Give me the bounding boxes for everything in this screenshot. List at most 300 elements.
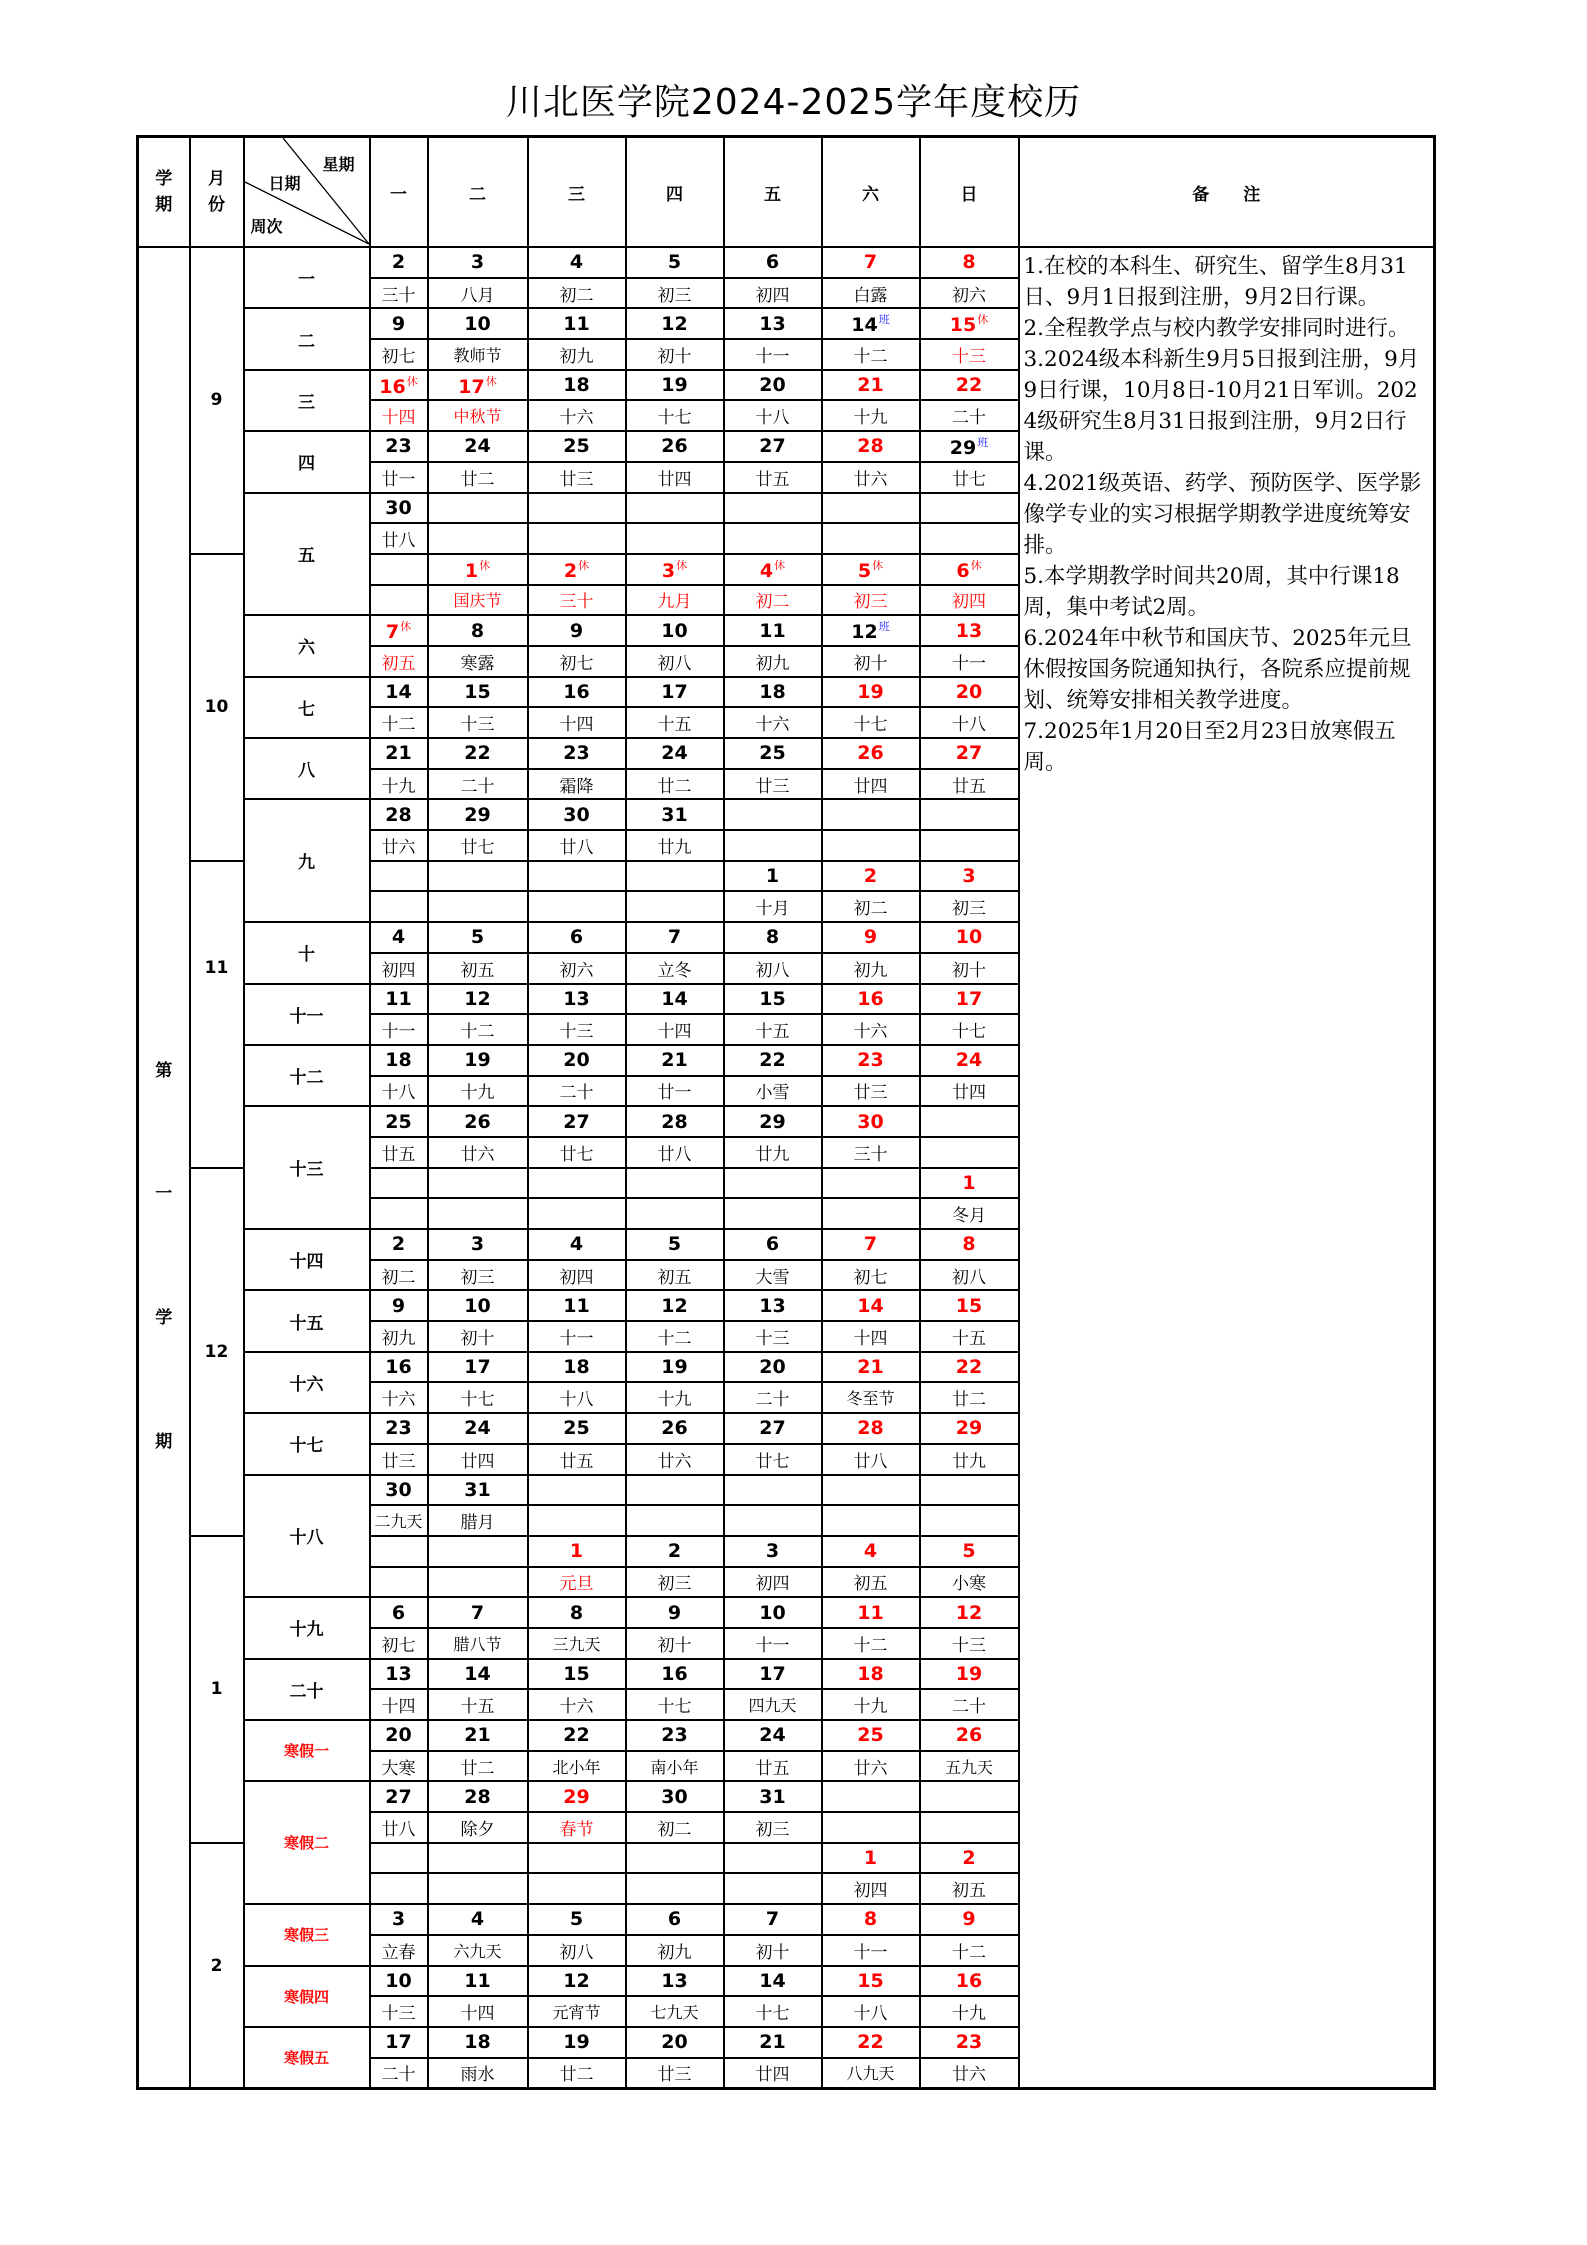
day-number-cell: [920, 1966, 1019, 1997]
day-number-cell: [528, 1168, 626, 1199]
day-number: 1: [464, 559, 479, 582]
day-number-cell: [920, 861, 1019, 892]
day-number: 16: [563, 680, 590, 703]
day-number-cell: [822, 861, 920, 892]
week-label: 五: [244, 493, 370, 616]
day-number-cell: [370, 2027, 428, 2058]
day-number-cell: [724, 1536, 822, 1567]
lunar-date-cell: 十八: [370, 1076, 428, 1107]
day-number: 7: [863, 251, 878, 274]
day-number: 10: [661, 619, 688, 642]
day-number: 22: [857, 2031, 884, 2054]
day-number: 18: [857, 1662, 884, 1685]
lunar-date-cell: 冬至节: [822, 1382, 920, 1413]
day-number-cell: [626, 799, 724, 830]
day-number-cell: [370, 1045, 428, 1076]
day-number-cell: [428, 370, 528, 401]
day-number: 28: [464, 1785, 491, 1808]
week-label: 十七: [244, 1413, 370, 1474]
day-number-cell: [528, 308, 626, 339]
day-number-cell: [626, 1904, 724, 1935]
day-number-cell: [626, 922, 724, 953]
day-number-cell: [528, 677, 626, 708]
day-number: 13: [759, 312, 786, 335]
day-number-cell: [528, 1720, 626, 1751]
day-number-cell: [724, 493, 822, 524]
day-number-cell: [626, 861, 724, 892]
day-number: 20: [563, 1049, 590, 1072]
day-number-cell: [428, 493, 528, 524]
day-number-cell: [428, 615, 528, 646]
month-header-text: 月 份: [208, 169, 225, 215]
day-number: 4: [569, 1233, 584, 1256]
day-number-cell: [822, 1352, 920, 1383]
day-number: 11: [857, 1601, 884, 1624]
lunar-date-cell: 三十: [370, 278, 428, 309]
semester-cell: [138, 247, 190, 2089]
day-number-cell: [920, 493, 1019, 524]
day-number: 22: [955, 374, 983, 397]
day-number-cell: [724, 1966, 822, 1997]
day-number-cell: [428, 677, 528, 708]
weekday-header-mon: 一: [370, 137, 428, 248]
day-number-cell: [724, 1352, 822, 1383]
week-label: 六: [244, 615, 370, 676]
day-number-cell: [724, 431, 822, 462]
lunar-date-cell: 三十: [822, 1137, 920, 1168]
day-number: 6: [765, 251, 780, 274]
day-number-cell: [626, 2027, 724, 2058]
day-number: 21: [464, 1724, 491, 1747]
lunar-date-cell: 立冬: [626, 953, 724, 984]
lunar-date-cell: 廿三: [528, 462, 626, 493]
lunar-date-cell: [724, 1873, 822, 1904]
day-number: 15: [955, 1294, 983, 1317]
semester-label-char: 学: [155, 1308, 173, 1328]
day-number-cell: [822, 1904, 920, 1935]
day-number: 13: [759, 1294, 786, 1317]
day-number-cell: [428, 1720, 528, 1751]
lunar-date-cell: 初四: [822, 1873, 920, 1904]
day-number: 26: [955, 1724, 983, 1747]
day-number: 6: [391, 1601, 406, 1624]
day-number: 9: [391, 312, 406, 335]
day-number-cell: [822, 2027, 920, 2058]
lunar-date-cell: 廿二: [626, 769, 724, 800]
holiday-rest-tag: 休: [977, 313, 989, 327]
weekday-header-fri: 五: [724, 137, 822, 248]
lunar-date-cell: 初三: [626, 278, 724, 309]
lunar-date-cell: 十五: [428, 1689, 528, 1720]
day-number: 2: [962, 1847, 976, 1870]
lunar-date-cell: 廿六: [822, 1751, 920, 1782]
day-number-cell: [822, 1045, 920, 1076]
lunar-date-cell: 十一: [528, 1321, 626, 1352]
day-number: 4: [470, 1908, 485, 1931]
lunar-date-cell: 十九: [428, 1076, 528, 1107]
day-number-cell: [370, 308, 428, 339]
holiday-rest-tag: 休: [479, 558, 491, 572]
day-number-cell: [428, 1413, 528, 1444]
day-number-cell: [920, 1597, 1019, 1628]
day-number-cell: [724, 1475, 822, 1506]
day-number-cell: [428, 984, 528, 1015]
day-number-cell: [920, 1106, 1019, 1137]
day-number: 11: [759, 619, 786, 642]
week-label: 十九: [244, 1597, 370, 1658]
lunar-date-cell: [626, 1198, 724, 1229]
day-number: 4: [759, 559, 774, 582]
week-label: 寒假五: [244, 2027, 370, 2089]
day-number-cell: [920, 247, 1019, 278]
day-number: 9: [391, 1294, 406, 1317]
semester-label-char: 期: [155, 1432, 173, 1452]
day-number: 14: [851, 314, 878, 337]
lunar-date-cell: 初九: [528, 339, 626, 370]
day-number: 6: [765, 1233, 780, 1256]
day-number-cell: [428, 554, 528, 585]
lunar-date-cell: [822, 830, 920, 861]
lunar-date-cell: 初九: [626, 1935, 724, 1966]
day-number: 27: [759, 435, 786, 458]
day-number-cell: [428, 1966, 528, 1997]
month-cell: 12: [190, 1168, 244, 1536]
lunar-date-cell: 十月: [724, 891, 822, 922]
day-number: 20: [759, 1356, 786, 1379]
day-number-cell: [626, 1290, 724, 1321]
day-number: 16: [385, 1356, 412, 1379]
lunar-date-cell: [428, 1567, 528, 1598]
lunar-date-cell: 南小年: [626, 1751, 724, 1782]
lunar-date-cell: [626, 1873, 724, 1904]
lunar-date-cell: [370, 1567, 428, 1598]
lunar-date-cell: 十三: [920, 339, 1019, 370]
day-number-cell: [724, 922, 822, 953]
lunar-date-cell: [724, 1198, 822, 1229]
weekday-axis-label: 星期: [322, 155, 355, 174]
lunar-date-cell: 中秋节: [428, 400, 528, 431]
lunar-date-cell: 初二: [626, 1812, 724, 1843]
day-number: 19: [955, 1662, 983, 1685]
lunar-date-cell: 廿七: [724, 1444, 822, 1475]
lunar-date-cell: 二十: [920, 1689, 1019, 1720]
lunar-date-cell: 十八: [528, 1382, 626, 1413]
lunar-date-cell: 初三: [920, 891, 1019, 922]
day-number-cell: [626, 1413, 724, 1444]
lunar-date-cell: 十二: [370, 707, 428, 738]
lunar-date-cell: 廿五: [724, 462, 822, 493]
day-number-cell: [920, 677, 1019, 708]
lunar-date-cell: [370, 585, 428, 616]
day-number-cell: [528, 1597, 626, 1628]
day-number-cell: [724, 1413, 822, 1444]
day-number: 10: [385, 1969, 412, 1992]
day-number: 14: [857, 1294, 884, 1317]
day-number-cell: [528, 1045, 626, 1076]
lunar-date-cell: [370, 891, 428, 922]
day-number: 15: [464, 680, 491, 703]
month-cell: 10: [190, 554, 244, 861]
day-number-cell: [724, 1781, 822, 1812]
day-number: 9: [667, 1601, 682, 1624]
lunar-date-cell: 十五: [724, 1014, 822, 1045]
lunar-date-cell: 初十: [428, 1321, 528, 1352]
day-number: 5: [857, 559, 872, 582]
day-number-cell: [528, 861, 626, 892]
day-number-cell: [528, 1352, 626, 1383]
week-label: 三: [244, 370, 370, 431]
day-number-cell: [626, 1966, 724, 1997]
day-number-cell: [528, 922, 626, 953]
day-number-cell: [626, 1781, 724, 1812]
lunar-date-cell: 三九天: [528, 1628, 626, 1659]
semester-header: [138, 137, 190, 248]
day-number: 14: [661, 987, 688, 1010]
day-number-cell: [822, 1106, 920, 1137]
lunar-date-cell: 元宵节: [528, 1996, 626, 2027]
lunar-date-cell: [626, 1505, 724, 1536]
lunar-date-cell: 二九天: [370, 1505, 428, 1536]
lunar-date-cell: 小寒: [920, 1567, 1019, 1598]
day-number-cell: [626, 493, 724, 524]
day-number: 15: [563, 1662, 590, 1685]
lunar-date-cell: 除夕: [428, 1812, 528, 1843]
lunar-date-cell: 初三: [822, 585, 920, 616]
lunar-date-cell: 十一: [822, 1935, 920, 1966]
day-number-cell: [528, 1966, 626, 1997]
day-number: 3: [470, 251, 485, 274]
day-number: 28: [385, 803, 412, 826]
day-number: 14: [464, 1662, 491, 1685]
lunar-date-cell: 十三: [724, 1321, 822, 1352]
day-number: 26: [857, 742, 884, 765]
day-number-cell: [626, 1475, 724, 1506]
lunar-date-cell: [822, 1198, 920, 1229]
lunar-date-cell: 廿二: [428, 1751, 528, 1782]
day-number-cell: [370, 1475, 428, 1506]
semester-label-char: 第: [155, 1061, 173, 1081]
day-number: 6: [569, 926, 584, 949]
lunar-date-cell: [626, 523, 724, 554]
holiday-rest-tag: 休: [872, 558, 884, 572]
day-number: 30: [857, 1110, 884, 1133]
week-label: 四: [244, 431, 370, 492]
lunar-date-cell: 腊月: [428, 1505, 528, 1536]
day-number: 26: [661, 1417, 688, 1440]
day-number-cell: [724, 984, 822, 1015]
day-number: 17: [955, 987, 983, 1010]
day-number: 30: [661, 1785, 688, 1808]
diagonal-header: [244, 137, 370, 248]
lunar-date-cell: 初十: [920, 953, 1019, 984]
note-item: 1.在校的本科生、研究生、留学生8月31日、9月1日报到注册，9月2日行课。: [1023, 254, 1408, 310]
day-number-cell: [370, 1659, 428, 1690]
day-number: 24: [955, 1049, 983, 1072]
day-number: 5: [667, 251, 682, 274]
day-number: 17: [464, 1356, 491, 1379]
week-label: 寒假四: [244, 1966, 370, 2027]
day-number: 13: [955, 619, 983, 642]
day-number: 5: [962, 1540, 976, 1563]
lunar-date-cell: [920, 1137, 1019, 1168]
lunar-date-cell: 十六: [528, 1689, 626, 1720]
day-number-cell: [626, 431, 724, 462]
day-number-cell: [724, 1904, 822, 1935]
day-number-cell: [370, 1290, 428, 1321]
day-number: 2: [667, 1540, 682, 1563]
day-number: 23: [385, 435, 412, 458]
day-number-cell: [822, 370, 920, 401]
lunar-date-cell: 十八: [920, 707, 1019, 738]
day-number-cell: [370, 1904, 428, 1935]
lunar-date-cell: 廿四: [920, 1076, 1019, 1107]
day-number: 27: [385, 1785, 412, 1808]
day-number: 17: [661, 680, 688, 703]
lunar-date-cell: 初九: [822, 953, 920, 984]
day-number-cell: [370, 1168, 428, 1199]
day-number: 8: [569, 1601, 584, 1624]
notes-cell: [1019, 247, 1435, 2089]
day-number-cell: [920, 2027, 1019, 2058]
day-number-cell: [428, 1352, 528, 1383]
lunar-date-cell: 初四: [528, 1260, 626, 1291]
day-number: 8: [863, 1908, 878, 1931]
day-number-cell: [626, 308, 724, 339]
day-number: 24: [759, 1724, 786, 1747]
day-number: 23: [955, 2031, 983, 2054]
lunar-date-cell: 廿八: [822, 1444, 920, 1475]
lunar-date-cell: 廿七: [528, 1137, 626, 1168]
notes-list: [1020, 248, 1434, 778]
week-label: 九: [244, 799, 370, 922]
day-number: 13: [661, 1969, 688, 1992]
day-number: 20: [661, 2031, 688, 2054]
lunar-date-cell: 初三: [626, 1567, 724, 1598]
lunar-date-cell: 十二: [428, 1014, 528, 1045]
lunar-date-cell: 十七: [428, 1382, 528, 1413]
lunar-date-cell: 初二: [724, 585, 822, 616]
lunar-date-cell: 廿二: [920, 1382, 1019, 1413]
lunar-date-cell: 廿三: [626, 2058, 724, 2089]
lunar-date-cell: 廿四: [428, 1444, 528, 1475]
day-number-cell: [822, 677, 920, 708]
day-number-cell: [724, 247, 822, 278]
day-number: 27: [759, 1417, 786, 1440]
day-number-cell: [724, 799, 822, 830]
day-number-cell: [370, 861, 428, 892]
lunar-date-cell: 十三: [920, 1628, 1019, 1659]
lunar-date-cell: 十一: [724, 1628, 822, 1659]
day-number: 12: [661, 312, 688, 335]
lunar-date-cell: 霜降: [528, 769, 626, 800]
lunar-date-cell: [920, 1505, 1019, 1536]
day-number: 25: [385, 1110, 412, 1133]
day-number-cell: [822, 1536, 920, 1567]
day-number: 30: [563, 803, 590, 826]
day-number-cell: [822, 1413, 920, 1444]
day-number-cell: [822, 1781, 920, 1812]
day-number-cell: [920, 554, 1019, 585]
day-number-cell: [822, 1290, 920, 1321]
month-cell: 2: [190, 1843, 244, 2089]
day-number-cell: [626, 1168, 724, 1199]
day-number: 16: [955, 1969, 983, 1992]
day-number-cell: [724, 1843, 822, 1874]
day-number: 22: [563, 1724, 590, 1747]
lunar-date-cell: 初五: [428, 953, 528, 984]
week-label: 十一: [244, 984, 370, 1045]
lunar-date-cell: 二十: [920, 400, 1019, 431]
lunar-date-cell: 十七: [626, 400, 724, 431]
day-number-cell: [370, 615, 428, 646]
day-number: 11: [385, 987, 412, 1010]
lunar-date-cell: 初四: [920, 585, 1019, 616]
lunar-date-cell: 廿六: [626, 1444, 724, 1475]
holiday-rest-tag: 休: [578, 558, 590, 572]
lunar-date-cell: 初十: [626, 339, 724, 370]
weekday-header-sun: 日: [920, 137, 1019, 248]
week-axis-label: 周次: [250, 217, 283, 236]
lunar-date-cell: [428, 1873, 528, 1904]
day-number-cell: [370, 1781, 428, 1812]
lunar-date-cell: 十四: [626, 1014, 724, 1045]
day-number-cell: [626, 554, 724, 585]
day-number: 7: [470, 1601, 485, 1624]
lunar-date-cell: 教师节: [428, 339, 528, 370]
lunar-date-cell: [428, 1198, 528, 1229]
lunar-date-cell: 十七: [724, 1996, 822, 2027]
day-number-cell: [428, 738, 528, 769]
lunar-date-cell: 廿六: [370, 830, 428, 861]
day-number: 19: [563, 2031, 590, 2054]
day-number-cell: [724, 738, 822, 769]
day-number: 18: [563, 1356, 590, 1379]
day-number-cell: [428, 1168, 528, 1199]
semester-label-char: 一: [155, 1184, 173, 1204]
day-number-cell: [626, 247, 724, 278]
day-number-cell: [724, 1290, 822, 1321]
day-number-cell: [626, 1536, 724, 1567]
note-item: 7.2025年1月20日至2月23日放寒假五周。: [1023, 719, 1396, 775]
day-number: 17: [458, 375, 485, 398]
month-cell: 11: [190, 861, 244, 1168]
lunar-date-cell: 小雪: [724, 1076, 822, 1107]
day-number: 19: [661, 1356, 688, 1379]
lunar-date-cell: [822, 1505, 920, 1536]
day-number: 22: [759, 1049, 786, 1072]
day-number-cell: [528, 1106, 626, 1137]
day-number-cell: [724, 308, 822, 339]
weekday-header-tue: 二: [428, 137, 528, 248]
lunar-date-cell: 二十: [724, 1382, 822, 1413]
month-cell: 1: [190, 1536, 244, 1843]
day-number-cell: [724, 861, 822, 892]
day-number-cell: [822, 1966, 920, 1997]
day-number: 2: [863, 865, 878, 888]
weekday-header-thu: 四: [626, 137, 724, 248]
day-number-cell: [528, 615, 626, 646]
day-number-cell: [920, 1659, 1019, 1690]
holiday-rest-tag: 休: [970, 558, 982, 572]
day-number: 3: [661, 559, 676, 582]
day-number-cell: [626, 1045, 724, 1076]
day-number-cell: [428, 922, 528, 953]
lunar-date-cell: 大雪: [724, 1260, 822, 1291]
day-number: 22: [955, 1356, 983, 1379]
day-number: 26: [464, 1110, 491, 1133]
lunar-date-cell: 五九天: [920, 1751, 1019, 1782]
lunar-date-cell: 廿五: [528, 1444, 626, 1475]
